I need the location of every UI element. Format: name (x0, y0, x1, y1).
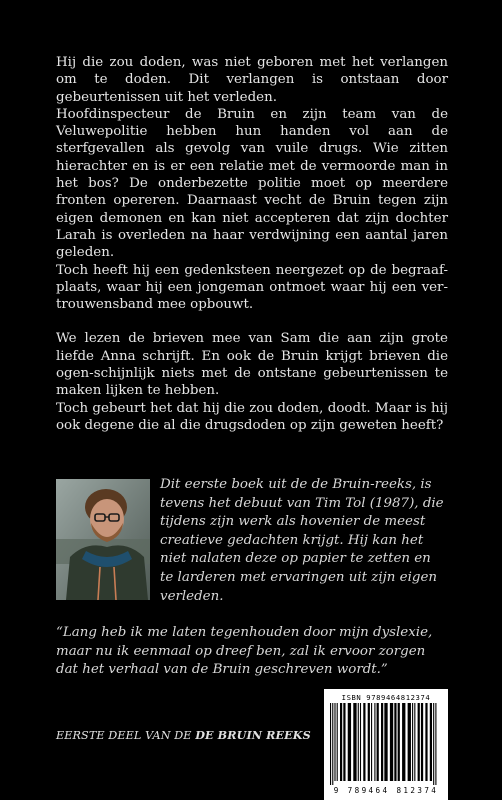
author-portrait-image (56, 479, 150, 600)
author-quote: “Lang heb ik me laten tegenhouden door mijn dyslexie, maar nu ik eenmaal op dreef ben, zal ik ervoor zorgen dat het verhaal van de Bruin geschreven wordt.” (56, 625, 433, 678)
barcode-bar (363, 703, 365, 781)
barcode-bar (412, 703, 413, 781)
barcode-bar (394, 703, 396, 781)
back-cover-blurb (56, 54, 448, 434)
barcode-bar (337, 703, 338, 781)
author-photo (56, 479, 150, 600)
barcode-bar (414, 703, 415, 781)
barcode-bar (408, 703, 411, 781)
barcode-guard-bar (330, 703, 331, 785)
barcode-guard-bar (435, 703, 436, 785)
barcode-guard-bar (332, 703, 333, 785)
barcode-bar (425, 703, 427, 781)
barcode-bar (368, 703, 370, 781)
barcode-bar (348, 703, 351, 781)
isbn-label: ISBN 9789464812374 (341, 693, 431, 702)
barcode-bar (374, 703, 375, 781)
isbn-barcode (324, 689, 448, 800)
blurb-paragraph-4: We lezen de brieven mee van Sam die aan zijn grote liefde Anna schrijft. En ook de Bruin krijgt brieven die ogen-schijnlijk niets met de ontstane gebeurtenissen te maken lijken te hebben. (56, 331, 448, 399)
barcode-bar (418, 703, 420, 781)
barcode-bar (381, 703, 383, 781)
barcode-bar (390, 703, 393, 781)
barcode-bar (384, 703, 387, 781)
series-name: DE BRUIN REEKS (195, 728, 311, 742)
author-bio: Dit eerste boek uit de de Bruin-reeks, is tevens het debuut van Tim Tol (1987), die tijdens zijn werk als hovenier de meest creatieve gedachten krijgt. Hij kan het niet nalaten deze op papier te zetten en te larderen met ervaringen uit zijn eigen verleden. (160, 477, 444, 604)
barcode-bar (358, 703, 359, 781)
barcode-bar (353, 703, 356, 781)
barcode-bar (402, 703, 405, 781)
barcode-bar (371, 703, 372, 781)
series-prefix: EERSTE DEEL VAN DE (56, 729, 196, 742)
barcode-bar (430, 703, 432, 781)
barcode-bar (360, 703, 361, 781)
barcode-bar (334, 703, 335, 781)
barcode-guard-bar (433, 703, 434, 785)
barcode-bar (398, 703, 400, 781)
barcode-bar (340, 703, 342, 781)
blurb-paragraph-2: Hoofdinspecteur de Bruin en zijn team van de Veluwepolitie hebben hun handen vol aan de sterfgevallen als gevolg van vuile drugs. Wie zitten hierachter en is er een relatie met de vermoorde man in het bos? De onderbezette politie moet op meerdere fronten opereren. Daarnaast vecht de Bruin tegen zijn eigen demonen en kan niet accepteren dat zijn dochter Larah is overleden na haar verdwijning een aantal jaren geleden. (56, 106, 448, 261)
blurb-paragraph-5: Toch gebeurt het dat hij die zou doden, doodt. Maar is hij ook degene die al die drugsdoden op zijn geweten heeft? (56, 400, 448, 433)
barcode-bar (377, 703, 379, 781)
blurb-paragraph-3: Toch heeft hij een gedenksteen neergezet op de begraaf-plaats, waar hij een jongeman ontmoet waar hij een ver-trouwensband mee opbouwt. (56, 262, 448, 313)
series-line (56, 728, 311, 742)
isbn-digits: 9 789464 812374 (333, 786, 439, 795)
barcode-bar (343, 703, 345, 781)
blurb-paragraph-1: Hij die zou doden, was niet geboren met het verlangen om te doden. Dit verlangen is ontstaan door gebeurtenissen uit het verleden. (56, 55, 448, 105)
barcode-bar (421, 703, 423, 781)
barcode-bars (330, 703, 442, 785)
